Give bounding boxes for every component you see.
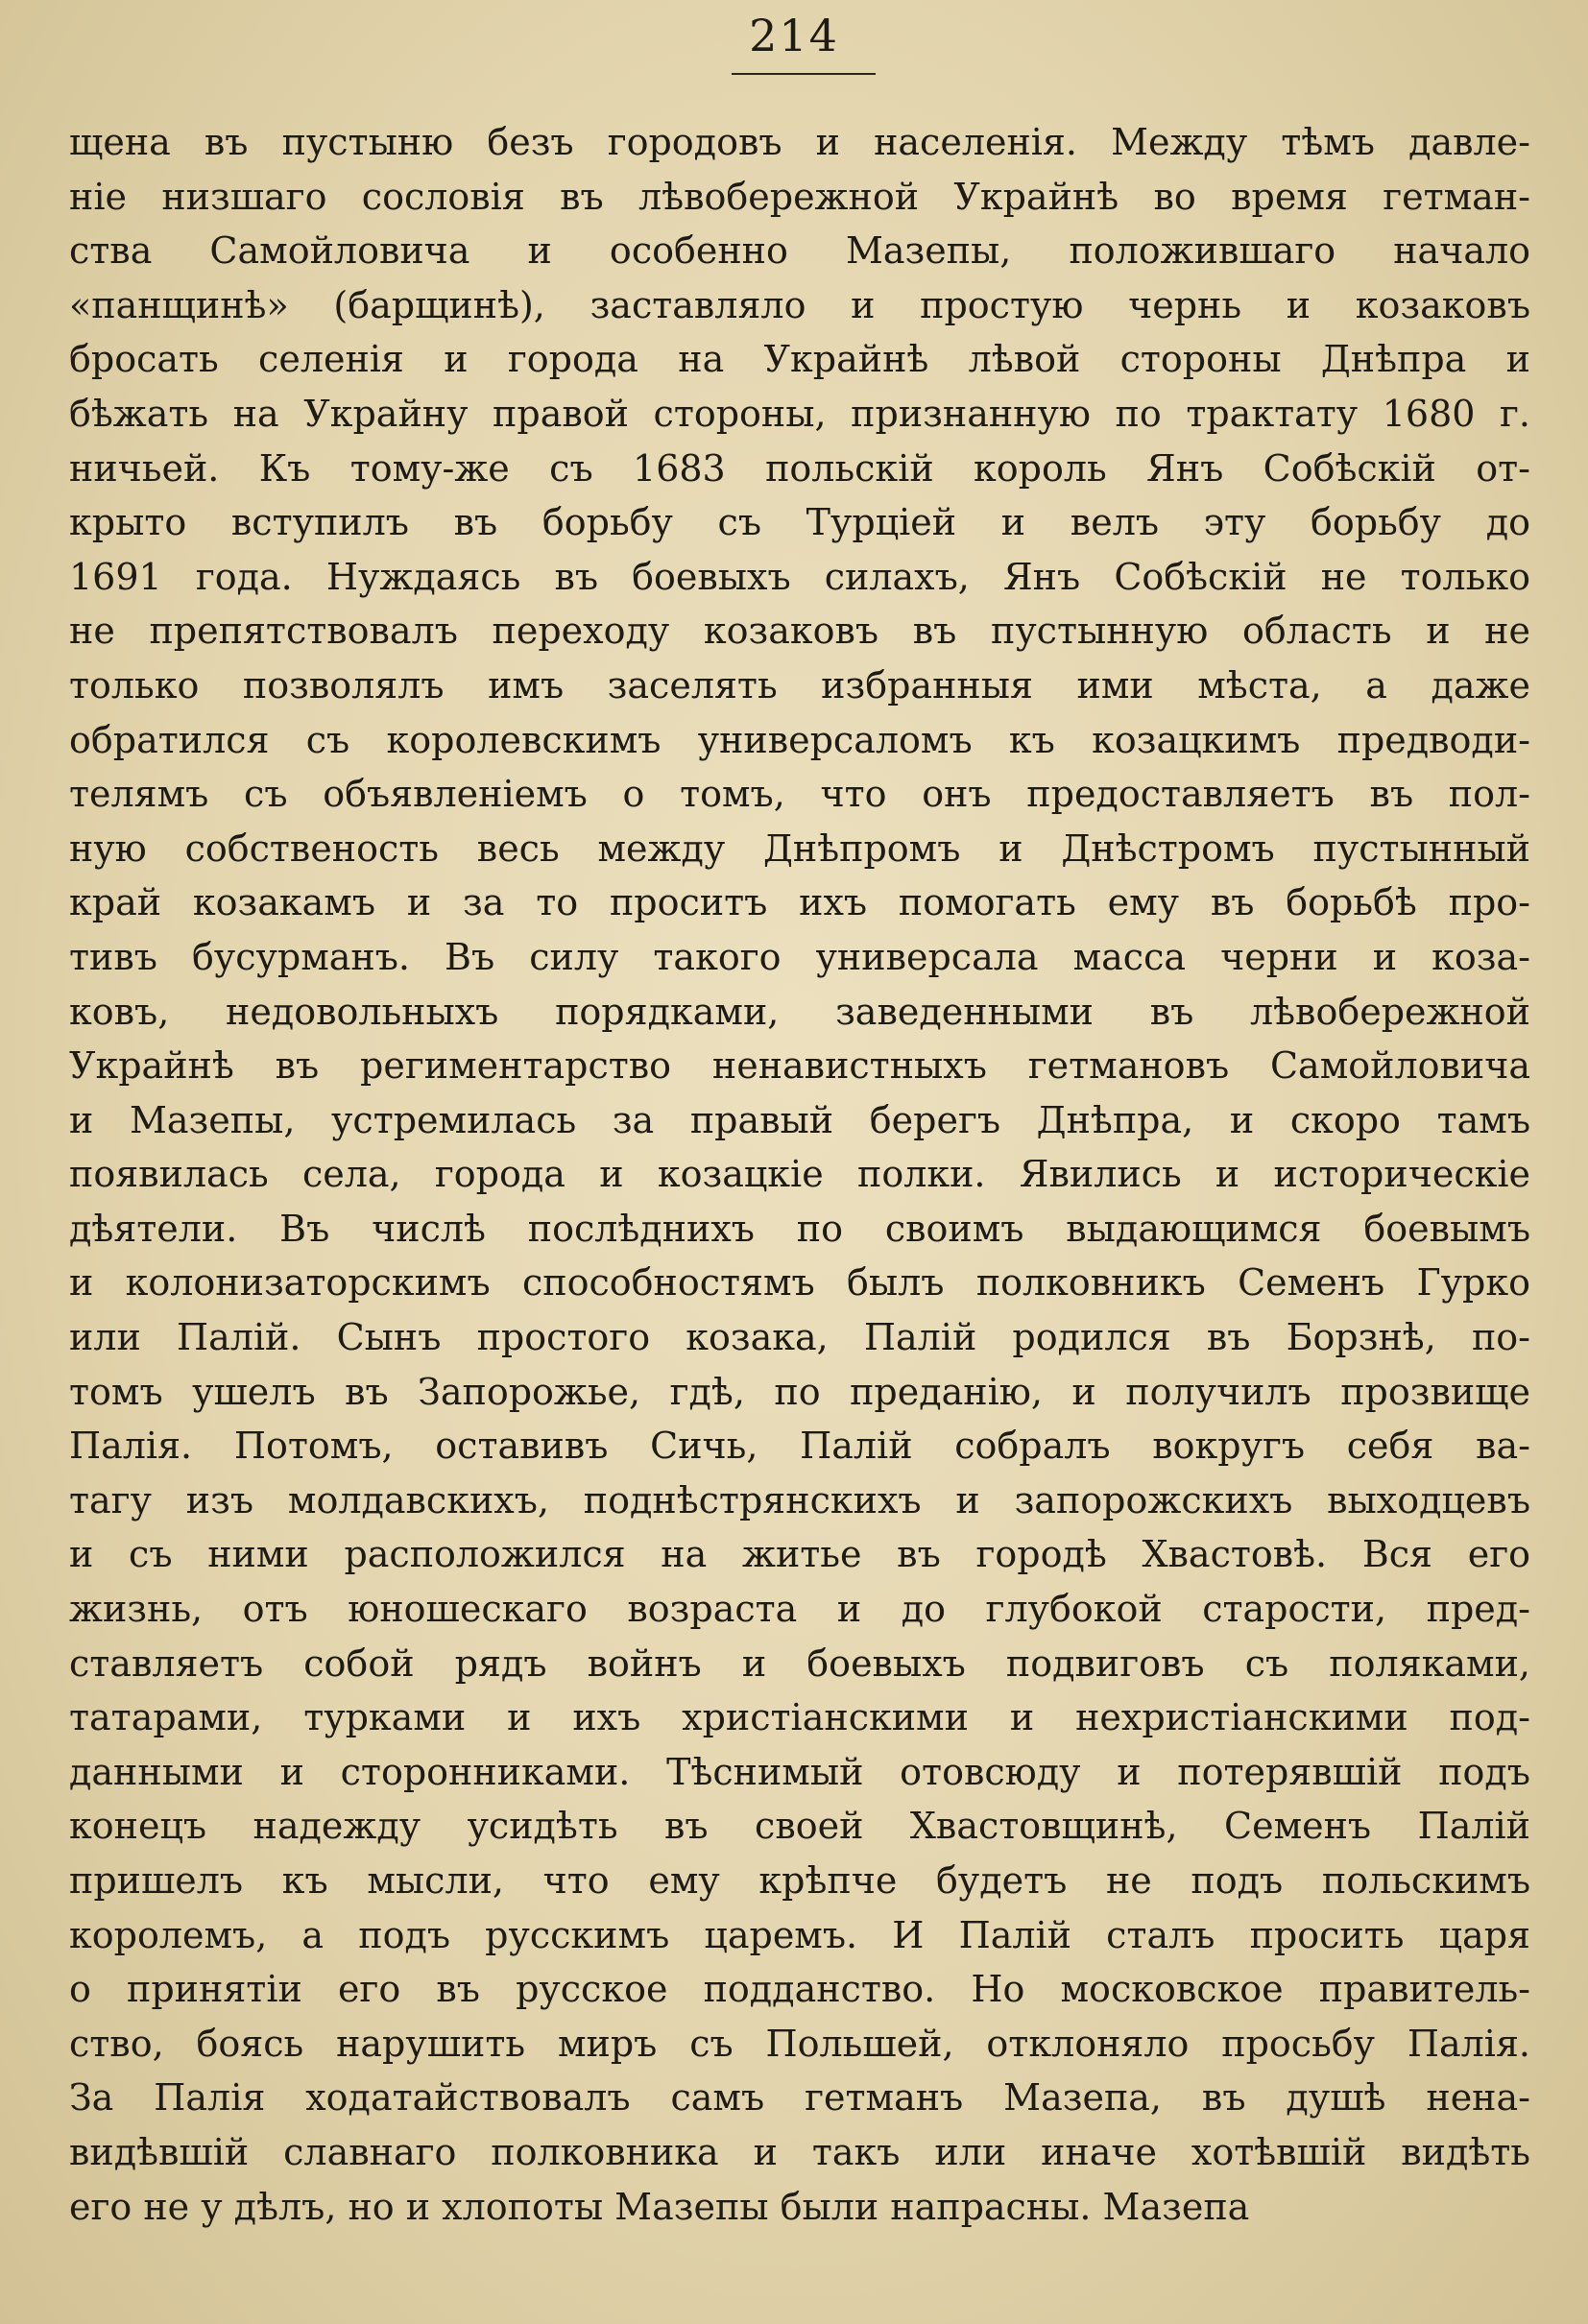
page-number: 214 — [749, 10, 839, 61]
text-line: ставляетъ собой рядъ войнъ и боевыхъ подвиговъ съ поляками, — [69, 1641, 1530, 1685]
text-line: данными и сторонниками. Тѣснимый отовсюду и потерявшій подъ — [69, 1750, 1530, 1793]
text-line: жизнь, отъ юношескаго возраста и до глубокой старости, пред- — [69, 1588, 1530, 1631]
text-line: дѣятели. Въ числѣ послѣднихъ по своимъ выдающимся боевымъ — [69, 1207, 1530, 1250]
text-line: За Палія ходатайствовалъ самъ гетманъ Мазепа, въ душѣ нена- — [69, 2076, 1530, 2120]
text-line: тивъ бусурманъ. Въ силу такого универсала масса черни и коза- — [69, 935, 1530, 978]
text-line: королемъ, а подъ русскимъ царемъ. И Палій сталъ просить царя — [69, 1913, 1530, 1956]
text-line: 1691 года. Нуждаясь въ боевыхъ силахъ, Янъ Собѣскій не только — [69, 555, 1530, 598]
text-line: не препятствовалъ переходу козаковъ въ пустынную область и не — [69, 610, 1530, 653]
text-line: Украйнѣ въ региментарство ненавистныхъ гетмановъ Самойловича — [69, 1044, 1530, 1088]
text-line: телямъ съ объявленіемъ о томъ, что онъ предоставляетъ въ пол- — [69, 773, 1530, 816]
text-line: ства Самойловича и особенно Мазепы, положившаго начало — [69, 229, 1530, 273]
text-line: бросать селенія и города на Украйнѣ лѣвой стороны Днѣпра и — [69, 338, 1530, 381]
text-line: о принятіи его въ русское подданство. Но московское правитель- — [69, 1968, 1530, 2011]
text-line: пришелъ къ мысли, что ему крѣпче будетъ не подъ польскимъ — [69, 1859, 1530, 1902]
text-line: Палія. Потомъ, оставивъ Сичь, Палій собралъ вокругъ себя ва- — [69, 1425, 1530, 1468]
header-rule — [732, 73, 876, 75]
text-line: появилась села, города и козацкіе полки. Явились и историческіе — [69, 1153, 1530, 1196]
text-line: край козакамъ и за то проситъ ихъ помогать ему въ борьбѣ про- — [69, 881, 1530, 924]
text-line: ную собственость весь между Днѣпромъ и Днѣстромъ пустынный — [69, 827, 1530, 870]
text-line: и Мазепы, устремилась за правый берегъ Днѣпра, и скоро тамъ — [69, 1098, 1530, 1141]
text-line: видѣвшій славнаго полковника и такъ или иначе хотѣвшій видѣть — [69, 2130, 1530, 2173]
text-line: и колонизаторскимъ способностямъ былъ полковникъ Семенъ Гурко — [69, 1261, 1530, 1305]
text-line: «панщинѣ» (барщинѣ), заставляло и простую чернь и козаковъ — [69, 283, 1530, 326]
text-line: томъ ушелъ въ Запорожье, гдѣ, по преданію, и получилъ прозвище — [69, 1370, 1530, 1413]
text-line: ство, боясь нарушить миръ съ Польшей, отклоняло просьбу Палія. — [69, 2022, 1530, 2065]
text-line: бѣжать на Украйну правой стороны, признанную по трактату 1680 г. — [69, 392, 1530, 435]
text-line: его не у дѣлъ, но и хлопоты Мазепы были напрасны. Мазепа — [69, 2185, 1250, 2228]
text-line: ніе низшаго сословія въ лѣвобережной Украйнѣ во время гетман- — [69, 175, 1530, 218]
text-line: конецъ надежду усидѣть въ своей Хвастовщинѣ, Семенъ Палій — [69, 1805, 1530, 1848]
text-line: ковъ, недовольныхъ порядками, заведенными въ лѣвобережной — [69, 990, 1530, 1033]
text-line: щена въ пустыню безъ городовъ и населенія. Между тѣмъ давле- — [69, 121, 1530, 163]
text-line: тагу изъ молдавскихъ, поднѣстрянскихъ и запорожскихъ выходцевъ — [69, 1478, 1530, 1521]
text-line: обратился съ королевскимъ универсаломъ къ козацкимъ предводи- — [69, 718, 1530, 761]
text-line: ничьей. Къ тому-же съ 1683 польскій король Янъ Собѣскій от- — [69, 446, 1530, 490]
text-line: татарами, турками и ихъ христіанскими и нехристіанскими под- — [69, 1696, 1530, 1739]
text-line: или Палій. Сынъ простого козака, Палій родился въ Борзнѣ, по- — [69, 1316, 1530, 1359]
text-line: крыто вступилъ въ борьбу съ Турціей и велъ эту борьбу до — [69, 501, 1530, 544]
body-text — [69, 115, 1530, 2234]
text-line: и съ ними расположился на житье въ городѣ Хвастовѣ. Вся его — [69, 1533, 1530, 1576]
text-line: только позволялъ имъ заселять избранныя ими мѣста, а даже — [69, 663, 1530, 707]
